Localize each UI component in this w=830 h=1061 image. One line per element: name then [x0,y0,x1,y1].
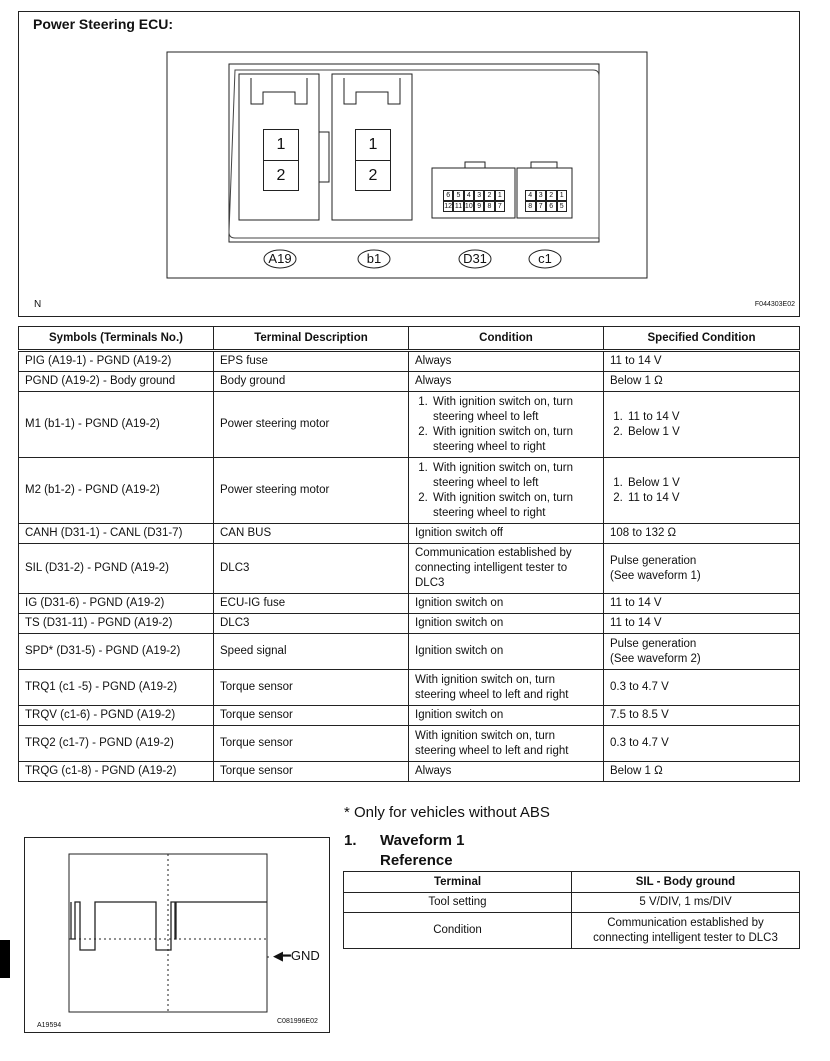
cell-description: Power steering motor [214,458,409,524]
header-description: Terminal Description [214,327,409,350]
waveform-title: Waveform 1 [380,832,465,849]
spec-item: 2. Below 1 V [626,425,793,440]
cell-condition: With ignition switch on, turn steering wheel to left and right [409,670,604,706]
cell-symbol: TS (D31-11) - PGND (A19-2) [19,614,214,634]
table-row [19,392,800,458]
table-row [344,913,800,949]
cell-symbol: TRQ2 (c1-7) - PGND (A19-2) [19,726,214,762]
pin-d31-8: 8 [484,201,494,212]
connector-label-a19: A19 [268,251,292,266]
pin-c1-3: 3 [536,190,547,201]
cell-symbol: TRQG (c1-8) - PGND (A19-2) [19,762,214,782]
table-row [19,726,800,762]
cell-symbol: CANH (D31-1) - CANL (D31-7) [19,524,214,544]
pin-d31-6: 6 [443,190,453,201]
cell-spec [604,544,800,594]
waveform-figure-id: A19594 [37,1022,62,1029]
connector-d31-pins [443,190,505,212]
cell-symbol: M2 (b1-2) - PGND (A19-2) [19,458,214,524]
cell-condition: Ignition switch on [409,706,604,726]
pin-c1-2: 2 [546,190,557,201]
cell-symbol: IG (D31-6) - PGND (A19-2) [19,594,214,614]
pin-c1-6: 6 [546,201,557,212]
pin-b1-2: 2 [368,167,378,184]
spec-line: (See waveform 2) [610,652,701,665]
cell-symbol: TRQ1 (c1 -5) - PGND (A19-2) [19,670,214,706]
connector-b1-pins [355,129,391,191]
page-edge-mark [0,940,10,978]
header-specified: Specified Condition [604,327,800,350]
ecu-title: Power Steering ECU: [33,16,174,32]
table-row [19,614,800,634]
cell-spec [604,458,800,524]
cell-condition: With ignition switch on, turn steering wheel to left and right [409,726,604,762]
header-sil: SIL - Body ground [572,872,800,893]
spec-line: Pulse generation [610,554,697,567]
connector-label-d31: D31 [463,251,487,266]
cell-description: Body ground [214,372,409,392]
cell-condition: Ignition switch on [409,634,604,670]
cell-condition: Ignition switch on [409,614,604,634]
pin-c1-7: 7 [536,201,547,212]
cell-description: EPS fuse [214,352,409,372]
pin-d31-9: 9 [474,201,484,212]
abs-footnote: * Only for vehicles without ABS [344,804,550,821]
waveform-subtitle: Reference [380,852,453,869]
table-row [19,458,800,524]
cell-symbol: PIG (A19-1) - PGND (A19-2) [19,352,214,372]
ecu-corner-label: N [34,299,42,310]
cell-condition [409,392,604,458]
table-row [19,524,800,544]
header-condition: Condition [409,327,604,350]
cell-condition: Always [409,352,604,372]
cell-condition: Communication established by connecting intelligent tester to DLC3 [409,544,604,594]
cell-symbol: PGND (A19-2) - Body ground [19,372,214,392]
pin-d31-7: 7 [495,201,505,212]
cell-spec [604,392,800,458]
cell-description: Speed signal [214,634,409,670]
pin-a19-2: 2 [276,167,286,184]
cell-symbol: M1 (b1-1) - PGND (A19-2) [19,392,214,458]
value-line: connecting intelligent tester to DLC3 [593,931,778,944]
ecu-connector-diagram [18,11,800,317]
connector-label-b1: b1 [366,251,382,266]
cell-spec: Below 1 Ω [604,762,800,782]
cell-symbol: SIL (D31-2) - PGND (A19-2) [19,544,214,594]
table-row [344,893,800,913]
terminal-spec-table [18,326,800,782]
pin-c1-8: 8 [525,201,536,212]
connector-label-c1: c1 [538,251,552,266]
cell-spec: 0.3 to 4.7 V [604,726,800,762]
cell-spec: 0.3 to 4.7 V [604,670,800,706]
table-row [19,634,800,670]
spec-item: 2. 11 to 14 V [626,491,793,506]
cell-description: CAN BUS [214,524,409,544]
waveform-figure-code: C081996E02 [277,1018,318,1025]
cell-condition: Ignition switch off [409,524,604,544]
cell-label: Condition [344,913,572,949]
table-row [19,352,800,372]
cell-spec: Below 1 Ω [604,372,800,392]
header-symbols: Symbols (Terminals No.) [19,327,214,350]
waveform-figure [24,837,330,1033]
pin-a19-1: 1 [264,130,298,161]
cell-description: Torque sensor [214,670,409,706]
table-row [19,670,800,706]
condition-item: 2. With ignition switch on, turn steering wheel to right [431,491,597,521]
cell-description: DLC3 [214,544,409,594]
header-terminal: Terminal [344,872,572,893]
cell-description: ECU-IG fuse [214,594,409,614]
gnd-label: ◀━GND [273,948,320,963]
cell-label: Tool setting [344,893,572,913]
value-line: Communication established by [607,916,764,929]
pin-d31-1: 1 [495,190,505,201]
cell-symbol: TRQV (c1-6) - PGND (A19-2) [19,706,214,726]
spec-line: Pulse generation [610,637,697,650]
table-row [19,706,800,726]
table-row [19,762,800,782]
pin-d31-3: 3 [474,190,484,201]
condition-item: 1. With ignition switch on, turn steering wheel to left [431,461,597,491]
cell-description: Torque sensor [214,726,409,762]
table-row [19,594,800,614]
pin-d31-10: 10 [464,203,473,210]
pin-c1-5: 5 [557,201,568,212]
cell-spec [604,634,800,670]
cell-condition: Ignition switch on [409,594,604,614]
cell-description: Torque sensor [214,762,409,782]
waveform-number: 1. [344,832,357,849]
condition-item: 2. With ignition switch on, turn steering wheel to right [431,425,597,455]
cell-description: DLC3 [214,614,409,634]
spec-item: 1. 11 to 14 V [626,410,793,425]
ecu-drawing [19,12,801,318]
pin-d31-11: 11 [454,203,463,210]
ecu-figure-code: F044303E02 [754,301,795,308]
pin-d31-12: 12 [444,203,453,210]
arrow-left-icon: ◀━ [273,948,291,963]
cell-condition: Always [409,762,604,782]
spec-item: 1. Below 1 V [626,476,793,491]
pin-d31-5: 5 [453,190,463,201]
connector-c1-pins [525,190,567,212]
connector-a19-pins [263,129,299,191]
cell-spec: 7.5 to 8.5 V [604,706,800,726]
cell-description: Power steering motor [214,392,409,458]
waveform-table [343,871,800,949]
spec-line: (See waveform 1) [610,569,701,582]
waveform-graph [25,838,331,1034]
cell-value: 5 V/DIV, 1 ms/DIV [572,893,800,913]
cell-condition: Always [409,372,604,392]
cell-spec: 11 to 14 V [604,594,800,614]
condition-item: 1. With ignition switch on, turn steering wheel to left [431,395,597,425]
cell-condition [409,458,604,524]
table-row [19,372,800,392]
pin-c1-1: 1 [557,190,568,201]
cell-spec: 11 to 14 V [604,614,800,634]
cell-symbol: SPD* (D31-5) - PGND (A19-2) [19,634,214,670]
pin-c1-4: 4 [525,190,536,201]
pin-d31-4: 4 [464,190,474,201]
pin-b1-1: 1 [356,130,390,161]
cell-spec: 11 to 14 V [604,352,800,372]
pin-d31-2: 2 [484,190,494,201]
table-header-row [19,327,800,350]
cell-value [572,913,800,949]
table-row [19,544,800,594]
cell-description: Torque sensor [214,706,409,726]
cell-spec: 108 to 132 Ω [604,524,800,544]
table-header-row [344,872,800,893]
